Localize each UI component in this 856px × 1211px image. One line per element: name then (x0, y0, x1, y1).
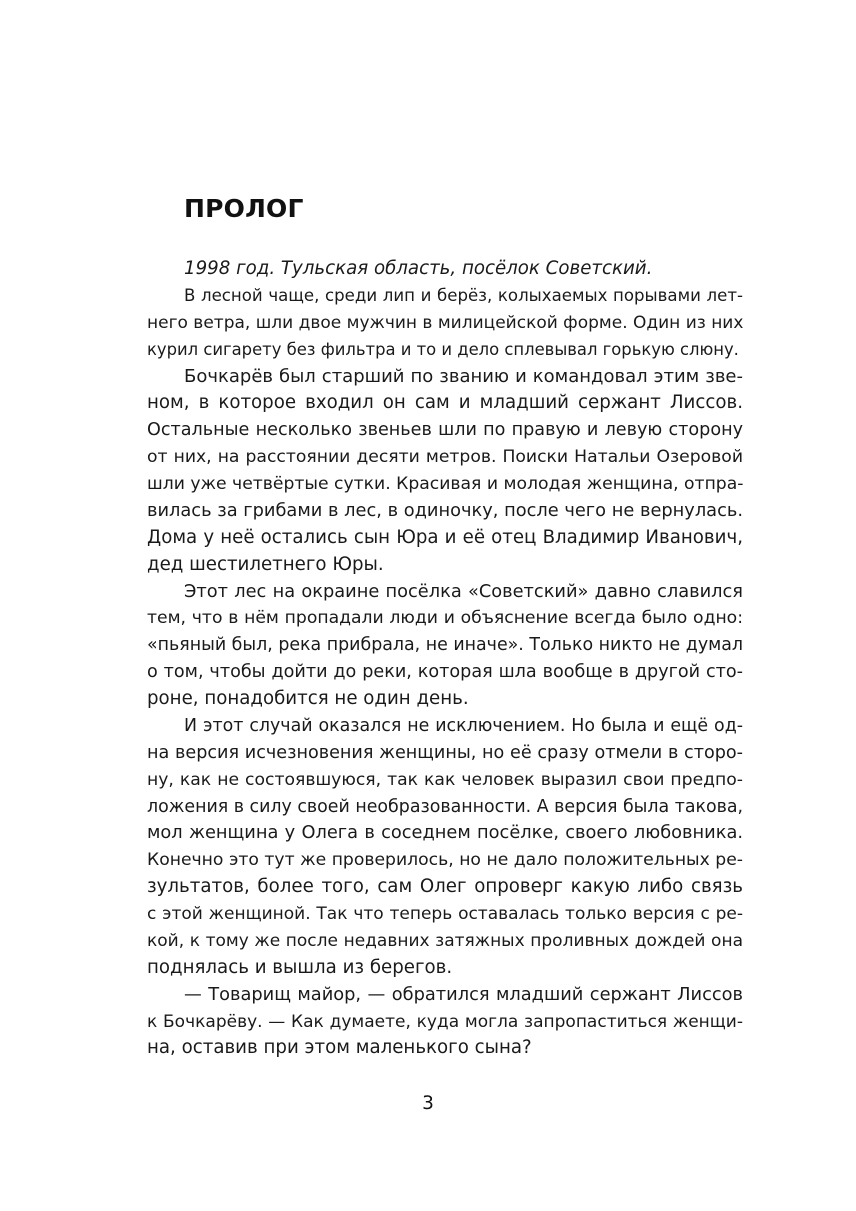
text-line: роне, понадобится не один день. (147, 688, 469, 709)
text-line: поднялась и вышла из берегов. (147, 956, 453, 978)
page-number: 3 (422, 1093, 434, 1114)
text-line: В лесной чаще, среди лип и берёз, колыхаемых порывами лет- (184, 285, 743, 305)
text-line: Этот лес на окраине посёлка «Советский» давно славился (184, 580, 743, 602)
epigraph-line: 1998 год. Тульская область, посёлок Советский. (184, 258, 653, 279)
text-line: ну, как не состоявшуюся, так как человек выразил свои предпо- (147, 769, 743, 790)
text-line: дед шестилетнего Юры. (147, 553, 384, 575)
text-line: шли уже четвёртые сутки. Красивая и молодая женщина, отпра- (147, 474, 743, 494)
text-line: с этой женщиной. Так что теперь оставалась только версия с ре- (147, 904, 743, 924)
body-text (147, 256, 743, 1062)
chapter-title: ПРОЛОГ (184, 194, 304, 223)
text-line: от них, на расстоянии десяти метров. Поиски Натальи Озеровой (147, 447, 743, 468)
text-line: на версия исчезновения женщины, но её сразу отмели в сторо- (147, 742, 743, 763)
text-line: ложения в силу своей необразованности. А версия была такова, (147, 796, 743, 817)
text-line: ном, в которое входил он сам и младший сержант Лиссов. (147, 392, 743, 414)
text-line: кой, к тому же после недавних затяжных проливных дождей она (147, 930, 743, 951)
text-line: Конечно это тут же проверилось, но не дало положительных ре- (147, 850, 743, 871)
text-line: «пьяный был, река прибрала, не иначе». Только никто не думал (147, 635, 743, 656)
text-line: вилась за грибами в лес, в одиночку, после чего не вернулась. (147, 499, 743, 521)
text-line: о том, чтобы дойти до реки, которая шла вообще в другой сто- (147, 662, 743, 683)
text-line: на, оставив при этом маленького сына? (147, 1037, 532, 1059)
text-line: Остальные несколько звеньев шли по правую и левую сторону (147, 420, 743, 441)
text-line: — Товарищ майор, — обратился младший сержант Лиссов (184, 983, 743, 1005)
text-line: Дома у неё остались сын Юра и её отец Владимир Иванович, (147, 526, 743, 548)
text-line: него ветра, шли двое мужчин в милицейской форме. Один из них (147, 312, 743, 333)
text-line: к Бочкарёву. — Как думаете, куда могла запропаститься женщи- (147, 1011, 743, 1032)
text-line: курил сигарету без фильтра и то и дело сплевывал горькую слюну. (147, 339, 739, 359)
text-line: мол женщина у Олега в соседнем посёлке, своего любовника. (147, 822, 743, 844)
text-line: И этот случай оказался не исключением. Но была и ещё од- (184, 715, 743, 736)
text-line: тем, что в нём пропадали люди и объяснение всегда было одно: (147, 608, 743, 629)
text-line: зультатов, более того, сам Олег опроверг какую либо связь (147, 876, 743, 898)
text-line: Бочкарёв был старший по званию и командовал этим зве- (184, 365, 743, 387)
